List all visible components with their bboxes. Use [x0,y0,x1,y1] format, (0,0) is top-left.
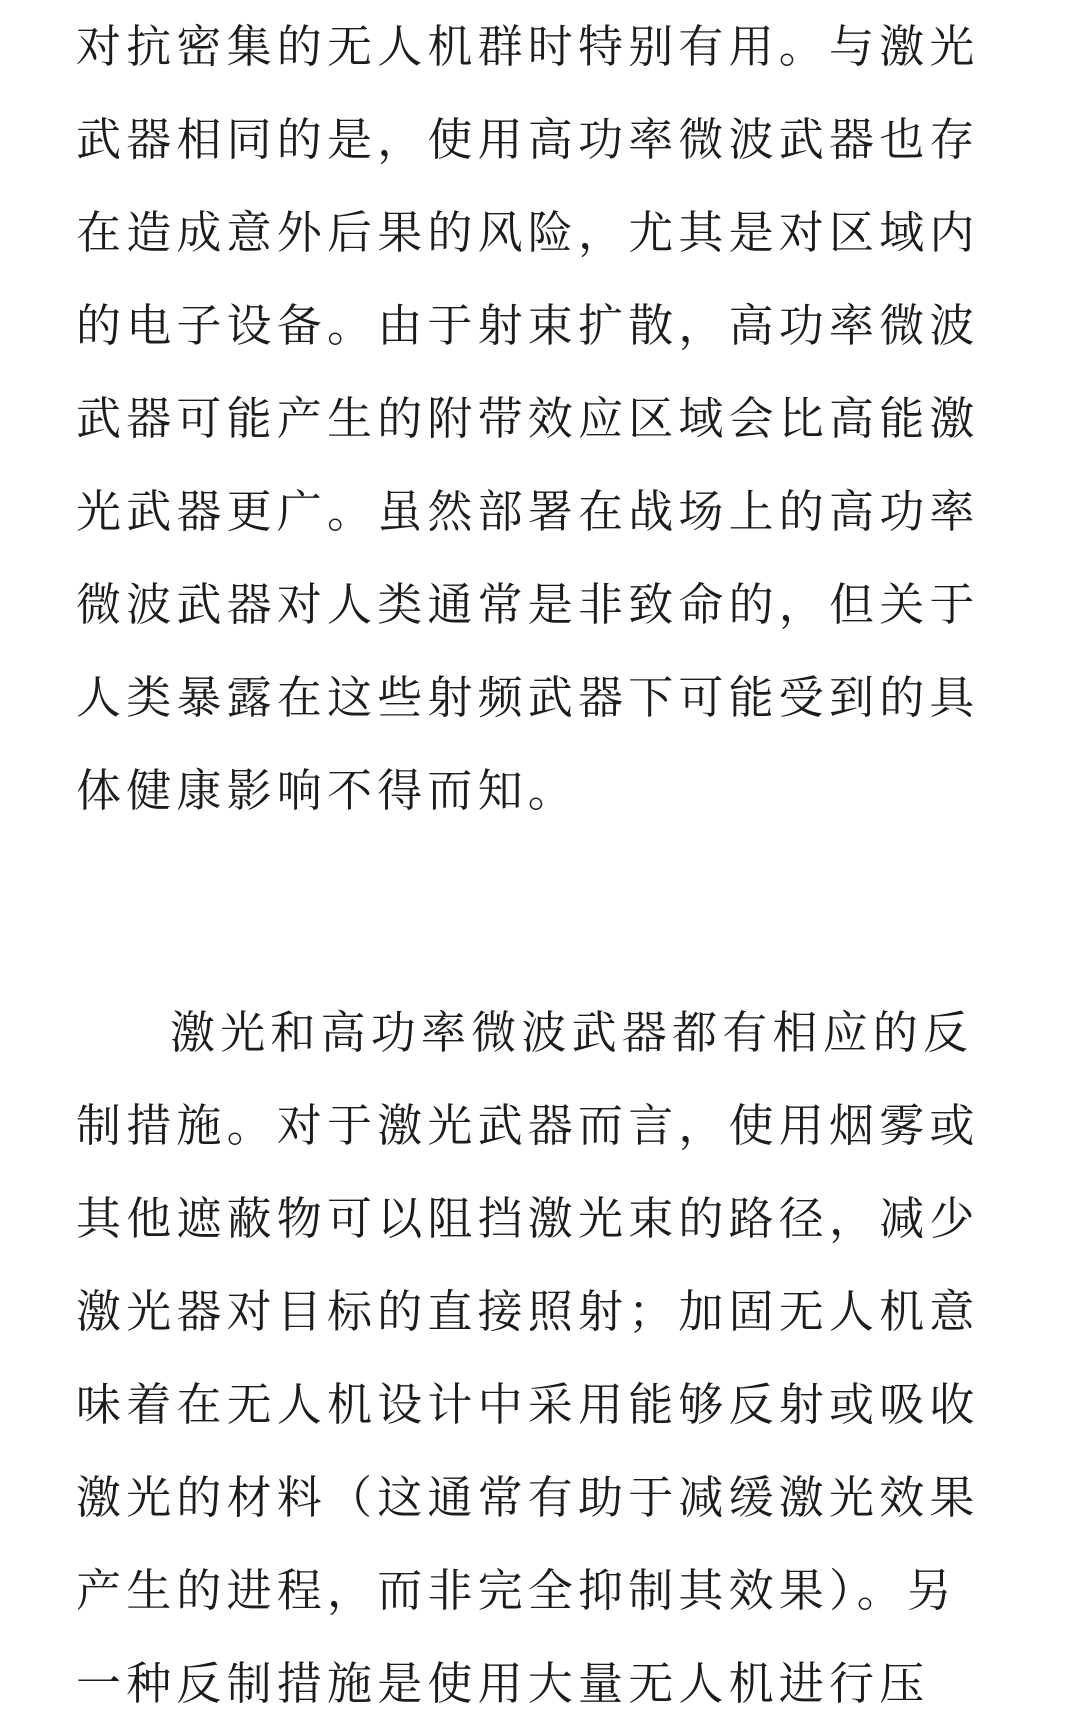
text-line: 对抗密集的无人机群时特别有用。与激光 [76,20,980,73]
article-body [76,0,996,1730]
text-line: 的电子设备。由于射束扩散，高功率微波 [76,299,980,352]
text-line: 在造成意外后果的风险，尤其是对区域内 [76,206,980,259]
text-line: 其他遮蔽物可以阻挡激光束的路径，减少 [76,1192,980,1245]
text-line: 激光和高功率微波武器都有相应的反 [170,1006,974,1059]
text-line: 激光器对目标的直接照射；加固无人机意 [76,1285,980,1338]
text-line: 产生的进程，而非完全抑制其效果）。另 [76,1564,958,1617]
paragraph-spacer [76,837,996,986]
text-line: 武器可能产生的附带效应区域会比高能激 [76,392,980,445]
text-line: 一种反制措施是使用大量无人机进行压 [76,1657,930,1710]
paragraph-2 [76,986,996,1730]
text-line: 光武器更广。虽然部署在战场上的高功率 [76,485,980,538]
text-line: 味着在无人机设计中采用能够反射或吸收 [76,1378,980,1431]
text-line: 体健康影响不得而知。 [76,764,579,817]
text-line: 武器相同的是，使用高功率微波武器也存 [76,113,980,166]
paragraph-1 [76,0,996,837]
text-line: 微波武器对人类通常是非致命的，但关于 [76,578,980,631]
text-line: 激光的材料（这通常有助于减缓激光效果 [76,1471,980,1524]
text-line: 制措施。对于激光武器而言，使用烟雾或 [76,1099,980,1152]
text-line: 人类暴露在这些射频武器下可能受到的具 [76,671,980,724]
